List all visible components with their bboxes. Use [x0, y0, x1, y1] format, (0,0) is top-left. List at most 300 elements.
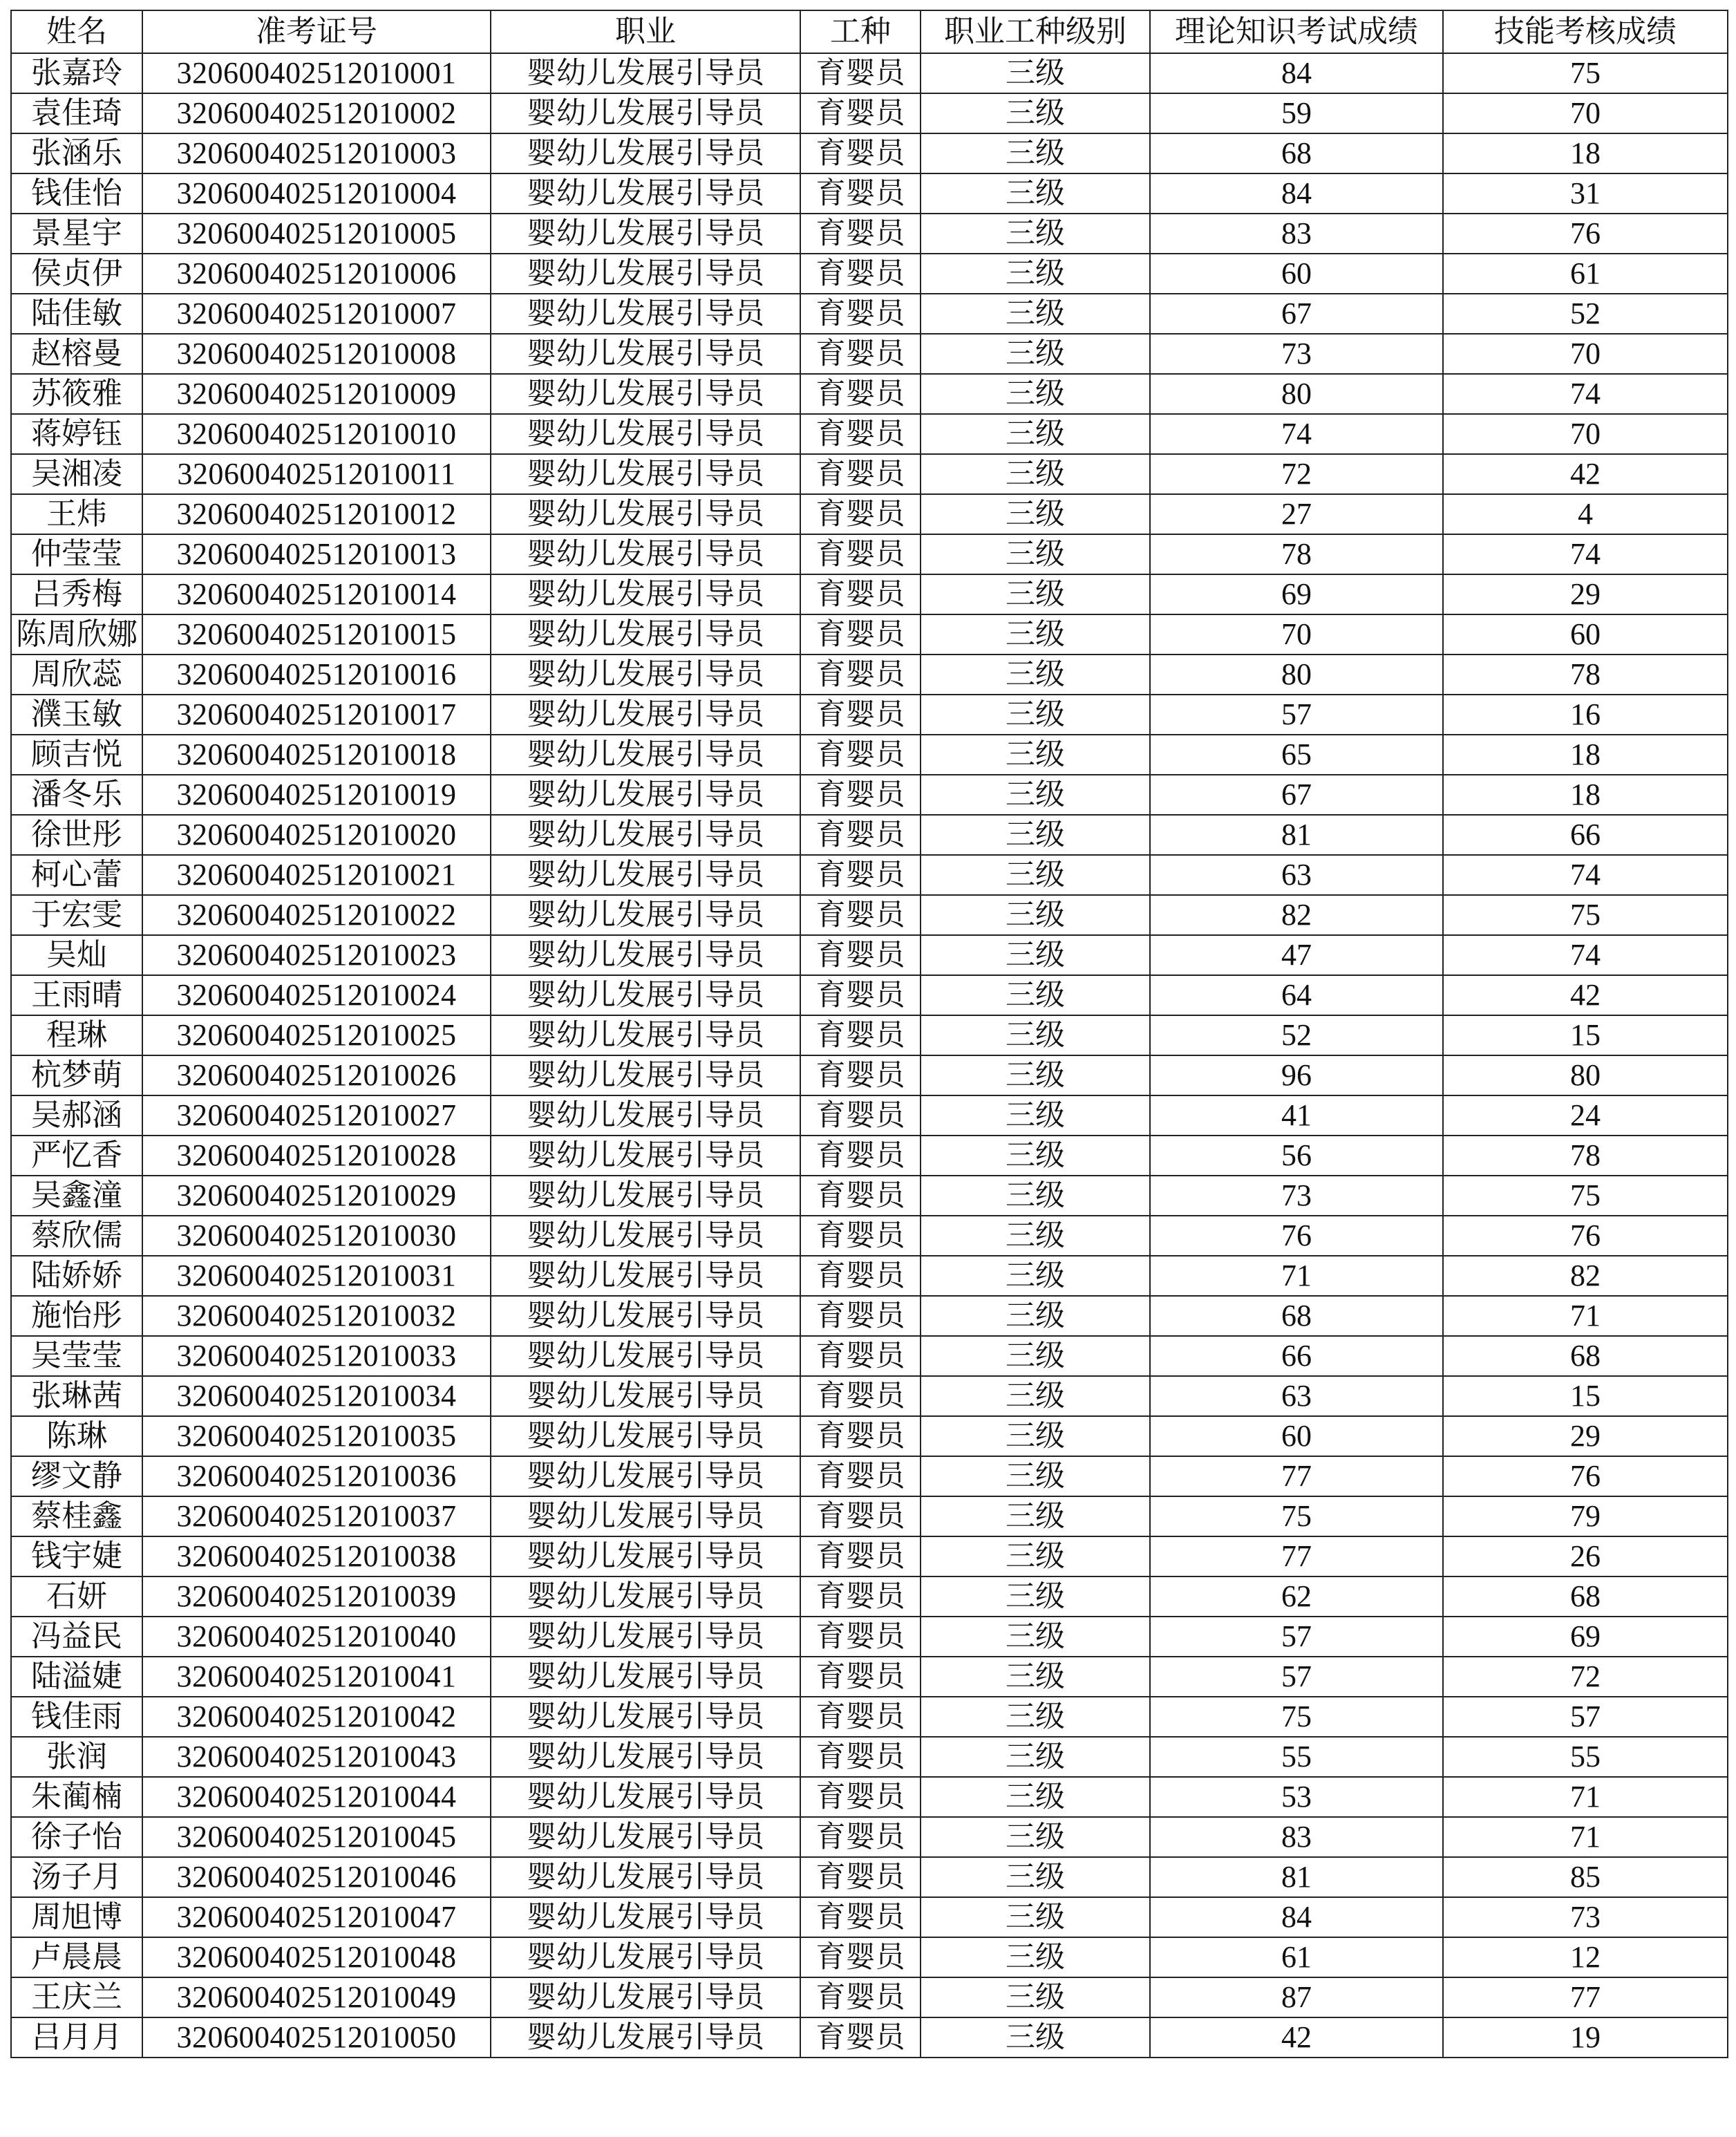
cell-exam-id: 320600402512010025	[142, 1015, 491, 1055]
cell-exam-id: 320600402512010003	[142, 133, 491, 173]
cell-name: 王庆兰	[11, 1977, 142, 2017]
cell-occupation: 婴幼儿发展引导员	[491, 1977, 800, 2017]
cell-level: 三级	[921, 1416, 1150, 1456]
cell-level: 三级	[921, 1937, 1150, 1977]
cell-name: 王炜	[11, 494, 142, 534]
header-exam-id: 准考证号	[142, 10, 491, 53]
cell-job-type: 育婴员	[800, 1977, 921, 2017]
cell-skill-score: 74	[1443, 935, 1728, 975]
cell-level: 三级	[921, 494, 1150, 534]
cell-exam-id: 320600402512010020	[142, 815, 491, 855]
cell-theory-score: 87	[1150, 1977, 1443, 2017]
cell-occupation: 婴幼儿发展引导员	[491, 534, 800, 574]
cell-theory-score: 75	[1150, 1496, 1443, 1536]
cell-job-type: 育婴员	[800, 574, 921, 614]
cell-exam-id: 320600402512010022	[142, 895, 491, 935]
cell-job-type: 育婴员	[800, 1095, 921, 1136]
cell-name: 苏筱雅	[11, 374, 142, 414]
table-row	[11, 1697, 1728, 1737]
cell-job-type: 育婴员	[800, 1857, 921, 1897]
cell-job-type: 育婴员	[800, 1456, 921, 1496]
cell-skill-score: 26	[1443, 1536, 1728, 1576]
cell-theory-score: 53	[1150, 1777, 1443, 1817]
table-row	[11, 93, 1728, 133]
cell-skill-score: 74	[1443, 374, 1728, 414]
cell-name: 陈琳	[11, 1416, 142, 1456]
cell-job-type: 育婴员	[800, 1055, 921, 1095]
cell-name: 严忆香	[11, 1136, 142, 1176]
cell-theory-score: 59	[1150, 93, 1443, 133]
cell-exam-id: 320600402512010049	[142, 1977, 491, 2017]
cell-job-type: 育婴员	[800, 1416, 921, 1456]
cell-exam-id: 320600402512010011	[142, 454, 491, 494]
cell-job-type: 育婴员	[800, 93, 921, 133]
table-row	[11, 1777, 1728, 1817]
cell-level: 三级	[921, 855, 1150, 895]
cell-occupation: 婴幼儿发展引导员	[491, 815, 800, 855]
cell-theory-score: 83	[1150, 214, 1443, 254]
cell-theory-score: 73	[1150, 1176, 1443, 1216]
cell-exam-id: 320600402512010027	[142, 1095, 491, 1136]
cell-skill-score: 76	[1443, 1216, 1728, 1256]
cell-theory-score: 67	[1150, 294, 1443, 334]
cell-name: 吴鑫潼	[11, 1176, 142, 1216]
cell-skill-score: 70	[1443, 414, 1728, 454]
cell-skill-score: 76	[1443, 1456, 1728, 1496]
cell-job-type: 育婴员	[800, 895, 921, 935]
cell-skill-score: 24	[1443, 1095, 1728, 1136]
cell-job-type: 育婴员	[800, 1737, 921, 1777]
cell-name: 袁佳琦	[11, 93, 142, 133]
table-row	[11, 294, 1728, 334]
cell-job-type: 育婴员	[800, 1176, 921, 1216]
cell-theory-score: 68	[1150, 133, 1443, 173]
cell-name: 顾吉悦	[11, 735, 142, 775]
cell-level: 三级	[921, 53, 1150, 93]
cell-level: 三级	[921, 1777, 1150, 1817]
cell-occupation: 婴幼儿发展引导员	[491, 1176, 800, 1216]
cell-name: 蔡桂鑫	[11, 1496, 142, 1536]
cell-theory-score: 73	[1150, 334, 1443, 374]
cell-theory-score: 67	[1150, 775, 1443, 815]
cell-level: 三级	[921, 1336, 1150, 1376]
cell-job-type: 育婴员	[800, 494, 921, 534]
cell-job-type: 育婴员	[800, 735, 921, 775]
cell-skill-score: 66	[1443, 815, 1728, 855]
cell-skill-score: 42	[1443, 454, 1728, 494]
table-row	[11, 374, 1728, 414]
cell-occupation: 婴幼儿发展引导员	[491, 1897, 800, 1937]
cell-level: 三级	[921, 294, 1150, 334]
cell-skill-score: 18	[1443, 735, 1728, 775]
table-row	[11, 1055, 1728, 1095]
cell-exam-id: 320600402512010048	[142, 1937, 491, 1977]
cell-name: 蒋婷钰	[11, 414, 142, 454]
table-row	[11, 1737, 1728, 1777]
cell-exam-id: 320600402512010021	[142, 855, 491, 895]
cell-name: 吕月月	[11, 2017, 142, 2058]
cell-theory-score: 60	[1150, 254, 1443, 294]
cell-level: 三级	[921, 2017, 1150, 2058]
cell-job-type: 育婴员	[800, 614, 921, 655]
cell-name: 仲莹莹	[11, 534, 142, 574]
cell-level: 三级	[921, 1657, 1150, 1697]
cell-skill-score: 15	[1443, 1376, 1728, 1416]
cell-job-type: 育婴员	[800, 414, 921, 454]
table-row	[11, 254, 1728, 294]
cell-name: 朱蔺楠	[11, 1777, 142, 1817]
table-row	[11, 1136, 1728, 1176]
cell-job-type: 育婴员	[800, 1817, 921, 1857]
table-row	[11, 1657, 1728, 1697]
cell-theory-score: 57	[1150, 695, 1443, 735]
cell-theory-score: 76	[1150, 1216, 1443, 1256]
cell-theory-score: 82	[1150, 895, 1443, 935]
cell-exam-id: 320600402512010042	[142, 1697, 491, 1737]
cell-name: 石妍	[11, 1576, 142, 1617]
cell-skill-score: 16	[1443, 695, 1728, 735]
cell-name: 陆娇娇	[11, 1256, 142, 1296]
table-row	[11, 1897, 1728, 1937]
cell-level: 三级	[921, 1456, 1150, 1496]
cell-occupation: 婴幼儿发展引导员	[491, 1937, 800, 1977]
header-job-type: 工种	[800, 10, 921, 53]
cell-exam-id: 320600402512010031	[142, 1256, 491, 1296]
cell-occupation: 婴幼儿发展引导员	[491, 1095, 800, 1136]
cell-theory-score: 81	[1150, 815, 1443, 855]
cell-job-type: 育婴员	[800, 53, 921, 93]
cell-theory-score: 65	[1150, 735, 1443, 775]
cell-exam-id: 320600402512010010	[142, 414, 491, 454]
cell-job-type: 育婴员	[800, 214, 921, 254]
cell-skill-score: 18	[1443, 133, 1728, 173]
cell-name: 于宏雯	[11, 895, 142, 935]
cell-theory-score: 84	[1150, 1897, 1443, 1937]
table-row	[11, 1416, 1728, 1456]
cell-skill-score: 74	[1443, 534, 1728, 574]
cell-level: 三级	[921, 93, 1150, 133]
cell-skill-score: 80	[1443, 1055, 1728, 1095]
cell-name: 缪文静	[11, 1456, 142, 1496]
cell-name: 张润	[11, 1737, 142, 1777]
table-row	[11, 1817, 1728, 1857]
cell-level: 三级	[921, 1256, 1150, 1296]
cell-theory-score: 72	[1150, 454, 1443, 494]
cell-theory-score: 55	[1150, 1737, 1443, 1777]
cell-skill-score: 71	[1443, 1296, 1728, 1336]
cell-exam-id: 320600402512010045	[142, 1817, 491, 1857]
table-row	[11, 895, 1728, 935]
table-row	[11, 775, 1728, 815]
cell-occupation: 婴幼儿发展引导员	[491, 614, 800, 655]
cell-theory-score: 83	[1150, 1817, 1443, 1857]
cell-job-type: 育婴员	[800, 133, 921, 173]
cell-exam-id: 320600402512010016	[142, 655, 491, 695]
table-row	[11, 454, 1728, 494]
table-row	[11, 414, 1728, 454]
table-row	[11, 214, 1728, 254]
cell-occupation: 婴幼儿发展引导员	[491, 1576, 800, 1617]
cell-occupation: 婴幼儿发展引导员	[491, 735, 800, 775]
cell-level: 三级	[921, 254, 1150, 294]
cell-skill-score: 75	[1443, 53, 1728, 93]
cell-occupation: 婴幼儿发展引导员	[491, 133, 800, 173]
table-row	[11, 2017, 1728, 2058]
cell-name: 程琳	[11, 1015, 142, 1055]
cell-level: 三级	[921, 574, 1150, 614]
cell-job-type: 育婴员	[800, 775, 921, 815]
cell-occupation: 婴幼儿发展引导员	[491, 494, 800, 534]
cell-skill-score: 82	[1443, 1256, 1728, 1296]
cell-level: 三级	[921, 454, 1150, 494]
cell-skill-score: 78	[1443, 655, 1728, 695]
cell-skill-score: 57	[1443, 1697, 1728, 1737]
cell-exam-id: 320600402512010005	[142, 214, 491, 254]
cell-exam-id: 320600402512010012	[142, 494, 491, 534]
cell-name: 柯心蕾	[11, 855, 142, 895]
cell-occupation: 婴幼儿发展引导员	[491, 1055, 800, 1095]
cell-job-type: 育婴员	[800, 1136, 921, 1176]
cell-exam-id: 320600402512010018	[142, 735, 491, 775]
cell-name: 陆佳敏	[11, 294, 142, 334]
cell-skill-score: 15	[1443, 1015, 1728, 1055]
cell-theory-score: 63	[1150, 1376, 1443, 1416]
cell-skill-score: 68	[1443, 1336, 1728, 1376]
cell-level: 三级	[921, 1536, 1150, 1576]
table-row	[11, 935, 1728, 975]
cell-name: 赵榕曼	[11, 334, 142, 374]
cell-occupation: 婴幼儿发展引导员	[491, 1376, 800, 1416]
cell-occupation: 婴幼儿发展引导员	[491, 1456, 800, 1496]
cell-level: 三级	[921, 133, 1150, 173]
cell-occupation: 婴幼儿发展引导员	[491, 1777, 800, 1817]
cell-job-type: 育婴员	[800, 1336, 921, 1376]
cell-level: 三级	[921, 1697, 1150, 1737]
cell-exam-id: 320600402512010030	[142, 1216, 491, 1256]
cell-name: 徐世彤	[11, 815, 142, 855]
cell-job-type: 育婴员	[800, 815, 921, 855]
cell-skill-score: 70	[1443, 93, 1728, 133]
cell-occupation: 婴幼儿发展引导员	[491, 2017, 800, 2058]
cell-level: 三级	[921, 1817, 1150, 1857]
cell-job-type: 育婴员	[800, 2017, 921, 2058]
cell-name: 景星宇	[11, 214, 142, 254]
cell-theory-score: 77	[1150, 1536, 1443, 1576]
cell-occupation: 婴幼儿发展引导员	[491, 655, 800, 695]
cell-job-type: 育婴员	[800, 975, 921, 1015]
cell-skill-score: 61	[1443, 254, 1728, 294]
cell-name: 周欣蕊	[11, 655, 142, 695]
cell-job-type: 育婴员	[800, 294, 921, 334]
cell-name: 杭梦萌	[11, 1055, 142, 1095]
cell-job-type: 育婴员	[800, 1296, 921, 1336]
cell-level: 三级	[921, 1055, 1150, 1095]
cell-job-type: 育婴员	[800, 334, 921, 374]
cell-theory-score: 74	[1150, 414, 1443, 454]
cell-skill-score: 19	[1443, 2017, 1728, 2058]
cell-theory-score: 69	[1150, 574, 1443, 614]
cell-theory-score: 57	[1150, 1657, 1443, 1697]
cell-job-type: 育婴员	[800, 1256, 921, 1296]
table-row	[11, 735, 1728, 775]
cell-exam-id: 320600402512010002	[142, 93, 491, 133]
cell-theory-score: 80	[1150, 655, 1443, 695]
cell-job-type: 育婴员	[800, 695, 921, 735]
cell-occupation: 婴幼儿发展引导员	[491, 1657, 800, 1697]
cell-occupation: 婴幼儿发展引导员	[491, 374, 800, 414]
table-row	[11, 655, 1728, 695]
cell-name: 汤子月	[11, 1857, 142, 1897]
cell-exam-id: 320600402512010004	[142, 173, 491, 214]
cell-job-type: 育婴员	[800, 1216, 921, 1256]
cell-name: 吴郝涵	[11, 1095, 142, 1136]
cell-occupation: 婴幼儿发展引导员	[491, 935, 800, 975]
cell-exam-id: 320600402512010033	[142, 1336, 491, 1376]
cell-job-type: 育婴员	[800, 855, 921, 895]
table-row	[11, 1536, 1728, 1576]
cell-occupation: 婴幼儿发展引导员	[491, 294, 800, 334]
table-row	[11, 1256, 1728, 1296]
table-row	[11, 53, 1728, 93]
table-row	[11, 1296, 1728, 1336]
cell-level: 三级	[921, 1496, 1150, 1536]
cell-job-type: 育婴员	[800, 1576, 921, 1617]
table-row	[11, 1376, 1728, 1416]
cell-exam-id: 320600402512010034	[142, 1376, 491, 1416]
table-row	[11, 574, 1728, 614]
cell-level: 三级	[921, 695, 1150, 735]
cell-level: 三级	[921, 1376, 1150, 1416]
table-row	[11, 1095, 1728, 1136]
cell-level: 三级	[921, 1296, 1150, 1336]
cell-exam-id: 320600402512010026	[142, 1055, 491, 1095]
cell-occupation: 婴幼儿发展引导员	[491, 895, 800, 935]
cell-skill-score: 71	[1443, 1777, 1728, 1817]
cell-theory-score: 80	[1150, 374, 1443, 414]
cell-exam-id: 320600402512010029	[142, 1176, 491, 1216]
cell-theory-score: 66	[1150, 1336, 1443, 1376]
cell-name: 钱佳怡	[11, 173, 142, 214]
cell-occupation: 婴幼儿发展引导员	[491, 414, 800, 454]
cell-skill-score: 18	[1443, 775, 1728, 815]
cell-theory-score: 77	[1150, 1456, 1443, 1496]
cell-theory-score: 41	[1150, 1095, 1443, 1136]
cell-exam-id: 320600402512010028	[142, 1136, 491, 1176]
cell-exam-id: 320600402512010009	[142, 374, 491, 414]
cell-job-type: 育婴员	[800, 1777, 921, 1817]
cell-job-type: 育婴员	[800, 1697, 921, 1737]
cell-theory-score: 61	[1150, 1937, 1443, 1977]
cell-job-type: 育婴员	[800, 1496, 921, 1536]
cell-skill-score: 12	[1443, 1937, 1728, 1977]
table-row	[11, 815, 1728, 855]
table-row	[11, 1857, 1728, 1897]
cell-job-type: 育婴员	[800, 935, 921, 975]
table-row	[11, 534, 1728, 574]
cell-skill-score: 76	[1443, 214, 1728, 254]
cell-theory-score: 84	[1150, 173, 1443, 214]
cell-skill-score: 79	[1443, 1496, 1728, 1536]
cell-exam-id: 320600402512010037	[142, 1496, 491, 1536]
cell-name: 蔡欣儒	[11, 1216, 142, 1256]
table-row	[11, 1176, 1728, 1216]
cell-skill-score: 71	[1443, 1817, 1728, 1857]
table-row	[11, 695, 1728, 735]
cell-job-type: 育婴员	[800, 1617, 921, 1657]
table-row	[11, 1496, 1728, 1536]
cell-exam-id: 320600402512010035	[142, 1416, 491, 1456]
cell-level: 三级	[921, 1737, 1150, 1777]
cell-name: 吴灿	[11, 935, 142, 975]
cell-job-type: 育婴员	[800, 1536, 921, 1576]
cell-skill-score: 78	[1443, 1136, 1728, 1176]
table-row	[11, 1216, 1728, 1256]
header-occupation: 职业	[491, 10, 800, 53]
cell-job-type: 育婴员	[800, 1897, 921, 1937]
cell-level: 三级	[921, 895, 1150, 935]
cell-theory-score: 52	[1150, 1015, 1443, 1055]
cell-name: 陆溢婕	[11, 1657, 142, 1697]
cell-theory-score: 78	[1150, 534, 1443, 574]
cell-occupation: 婴幼儿发展引导员	[491, 1817, 800, 1857]
cell-occupation: 婴幼儿发展引导员	[491, 1737, 800, 1777]
cell-level: 三级	[921, 414, 1150, 454]
cell-exam-id: 320600402512010044	[142, 1777, 491, 1817]
cell-exam-id: 320600402512010017	[142, 695, 491, 735]
header-skill-score: 技能考核成绩	[1443, 10, 1728, 53]
cell-occupation: 婴幼儿发展引导员	[491, 93, 800, 133]
cell-level: 三级	[921, 935, 1150, 975]
cell-level: 三级	[921, 1095, 1150, 1136]
table-row	[11, 855, 1728, 895]
cell-level: 三级	[921, 1176, 1150, 1216]
cell-name: 卢晨晨	[11, 1937, 142, 1977]
cell-exam-id: 320600402512010024	[142, 975, 491, 1015]
cell-occupation: 婴幼儿发展引导员	[491, 855, 800, 895]
cell-job-type: 育婴员	[800, 254, 921, 294]
cell-exam-id: 320600402512010019	[142, 775, 491, 815]
cell-job-type: 育婴员	[800, 374, 921, 414]
cell-skill-score: 29	[1443, 1416, 1728, 1456]
cell-level: 三级	[921, 1216, 1150, 1256]
cell-level: 三级	[921, 1576, 1150, 1617]
cell-skill-score: 85	[1443, 1857, 1728, 1897]
cell-job-type: 育婴员	[800, 1657, 921, 1697]
cell-level: 三级	[921, 374, 1150, 414]
cell-name: 施怡彤	[11, 1296, 142, 1336]
cell-level: 三级	[921, 1136, 1150, 1176]
cell-job-type: 育婴员	[800, 655, 921, 695]
cell-occupation: 婴幼儿发展引导员	[491, 1015, 800, 1055]
cell-name: 吕秀梅	[11, 574, 142, 614]
cell-exam-id: 320600402512010046	[142, 1857, 491, 1897]
cell-level: 三级	[921, 1617, 1150, 1657]
cell-exam-id: 320600402512010036	[142, 1456, 491, 1496]
cell-occupation: 婴幼儿发展引导员	[491, 1216, 800, 1256]
cell-exam-id: 320600402512010047	[142, 1897, 491, 1937]
cell-occupation: 婴幼儿发展引导员	[491, 695, 800, 735]
cell-level: 三级	[921, 173, 1150, 214]
cell-occupation: 婴幼儿发展引导员	[491, 334, 800, 374]
table-row	[11, 975, 1728, 1015]
cell-level: 三级	[921, 655, 1150, 695]
cell-exam-id: 320600402512010040	[142, 1617, 491, 1657]
cell-theory-score: 96	[1150, 1055, 1443, 1095]
cell-name: 钱佳雨	[11, 1697, 142, 1737]
cell-skill-score: 60	[1443, 614, 1728, 655]
cell-skill-score: 55	[1443, 1737, 1728, 1777]
table-row	[11, 133, 1728, 173]
